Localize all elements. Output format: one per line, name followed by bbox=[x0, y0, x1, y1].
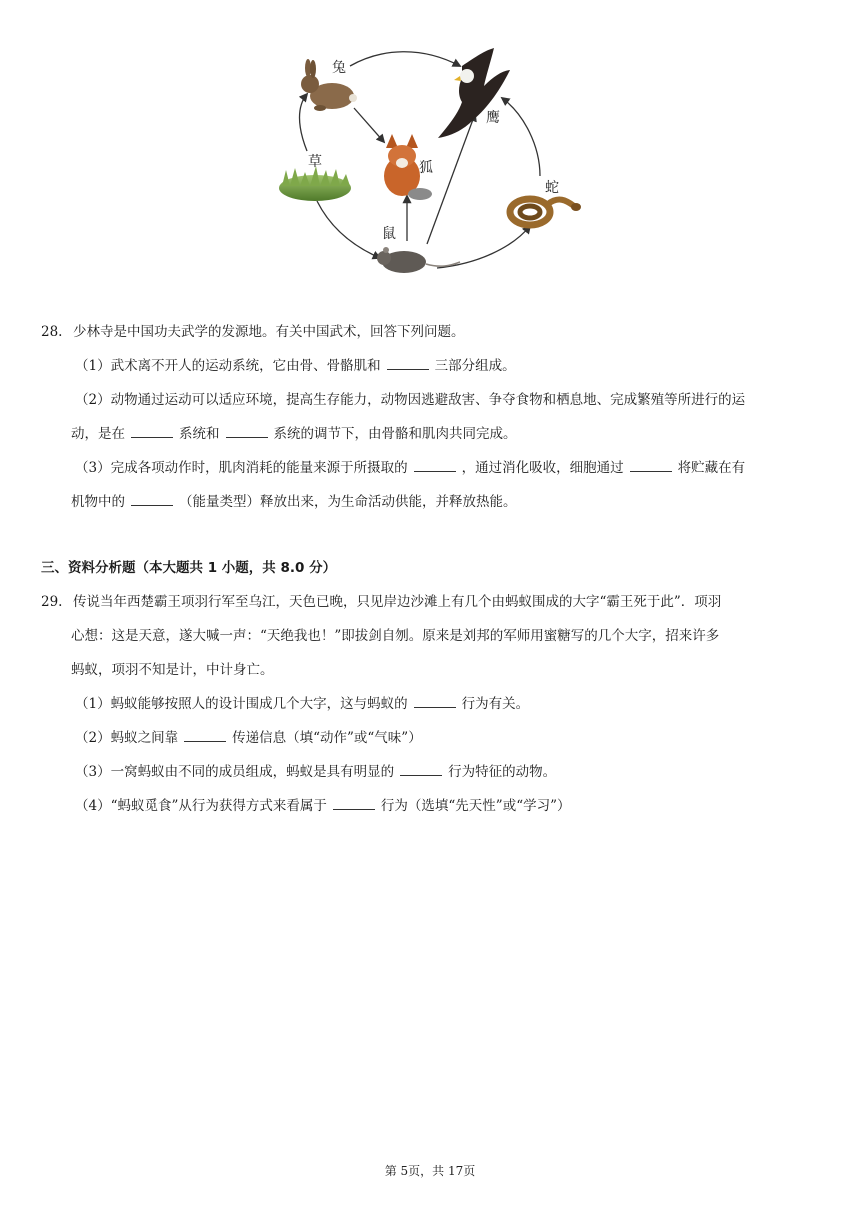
label-rabbit: 兔 bbox=[332, 60, 346, 76]
answer-blank[interactable] bbox=[184, 728, 226, 742]
q29-line1 bbox=[41, 592, 721, 612]
answer-blank[interactable] bbox=[414, 458, 456, 472]
food-web-diagram bbox=[262, 36, 602, 286]
q29-number: 29. bbox=[41, 594, 63, 610]
answer-blank[interactable] bbox=[226, 424, 268, 438]
q28-part3-line2 bbox=[71, 492, 517, 512]
q28-part3-text-c: 将贮藏在有 bbox=[677, 460, 746, 476]
q29-part2-text-a: （2）蚂蚁之间靠 bbox=[75, 730, 179, 746]
label-fox: 狐 bbox=[419, 160, 433, 176]
label-grass: 草 bbox=[308, 154, 322, 170]
answer-blank[interactable] bbox=[414, 694, 456, 708]
q28-part2-text-b: 系统和 bbox=[179, 426, 220, 442]
label-snake: 蛇 bbox=[545, 180, 559, 196]
arrow-snake-to-eagle bbox=[502, 98, 540, 176]
q29-part3-text-b: 行为特征的动物。 bbox=[448, 764, 557, 780]
q28-stem bbox=[41, 322, 465, 342]
rabbit-image bbox=[301, 59, 357, 111]
answer-blank[interactable] bbox=[131, 424, 173, 438]
answer-blank[interactable] bbox=[387, 356, 429, 370]
q28-part3-text-b: ，通过消化吸收，细胞通过 bbox=[461, 460, 624, 476]
q29-part2-text-b: 传递信息（填“动作”或“气味”） bbox=[232, 730, 422, 746]
q29-part2 bbox=[75, 728, 422, 748]
arrow-rabbit-to-fox bbox=[354, 108, 384, 142]
grass-image bbox=[279, 166, 351, 201]
snake-image bbox=[510, 199, 581, 225]
page-footer: 第 5页，共 17页 bbox=[384, 1164, 476, 1178]
q29-part1-text-b: 行为有关。 bbox=[461, 696, 530, 712]
section-heading: 三、资料分析题（本大题共 1 小题，共 8.0 分） bbox=[41, 560, 337, 576]
mouse-image bbox=[377, 247, 460, 273]
answer-blank[interactable] bbox=[630, 458, 672, 472]
q28-part1-text-a: （1）武术离不开人的运动系统，它由骨、骨骼肌和 bbox=[75, 358, 381, 374]
q28-part2-text-c: 系统的调节下，由骨骼和肌肉共同完成。 bbox=[273, 426, 517, 442]
q28-part3-line1 bbox=[75, 458, 745, 478]
q29-part4-text-b: 行为（选填“先天性”或“学习”） bbox=[380, 798, 571, 814]
q28-part2-line2 bbox=[71, 424, 517, 444]
arrow-mouse-to-snake bbox=[437, 226, 530, 268]
q29-part1-text-a: （1）蚂蚁能够按照人的设计围成几个大字，这与蚂蚁的 bbox=[75, 696, 408, 712]
label-eagle: 鹰 bbox=[486, 110, 500, 126]
q28-part1-text-b: 三部分组成。 bbox=[434, 358, 516, 374]
answer-blank[interactable] bbox=[400, 762, 442, 776]
answer-blank[interactable] bbox=[131, 492, 173, 506]
arrow-grass-to-mouse bbox=[317, 201, 380, 258]
q28-part3-text-d: 机物中的 bbox=[71, 494, 125, 510]
q29-line3: 蚂蚁，项羽不知是计，中计身亡。 bbox=[71, 662, 274, 678]
q28-part3-text-a: （3）完成各项动作时，肌肉消耗的能量来源于所摄取的 bbox=[75, 460, 408, 476]
q29-part3-text-a: （3）一窝蚂蚁由不同的成员组成，蚂蚁是具有明显的 bbox=[75, 764, 395, 780]
q28-part3-text-e: （能量类型）释放出来，为生命活动供能，并释放热能。 bbox=[179, 494, 517, 510]
q29-part1 bbox=[75, 694, 529, 714]
q28-part2-text-a: 动，是在 bbox=[71, 426, 125, 442]
answer-blank[interactable] bbox=[333, 796, 375, 810]
arrow-grass-to-rabbit bbox=[300, 94, 308, 151]
q29-part4-text-a: （4）“蚂蚁觅食”从行为获得方式来看属于 bbox=[75, 798, 327, 814]
q28-part2-line1: （2）动物通过运动可以适应环境，提高生存能力，动物因逃避敌害、争夺食物和栖息地、完成繁殖等所进行的运 bbox=[75, 392, 746, 408]
arrow-rabbit-to-eagle bbox=[350, 52, 460, 66]
label-mouse: 鼠 bbox=[382, 226, 396, 242]
q28-stem-text: 少林寺是中国功夫武学的发源地。有关中国武术，回答下列问题。 bbox=[73, 324, 465, 340]
q29-part4 bbox=[75, 796, 571, 816]
q28-part1 bbox=[75, 356, 516, 376]
q28-number: 28. bbox=[41, 324, 63, 340]
q29-part3 bbox=[75, 762, 556, 782]
q29-line2: 心想：这是天意，遂大喊一声：“天绝我也！”即拔剑自刎。原来是刘邦的军师用蜜糖写的几个大字，招来许多 bbox=[71, 628, 720, 644]
q29-text-line1: 传说当年西楚霸王项羽行军至乌江，天色已晚，只见岸边沙滩上有几个由蚂蚁围成的大字“霸王死于此”．项羽 bbox=[73, 594, 722, 610]
